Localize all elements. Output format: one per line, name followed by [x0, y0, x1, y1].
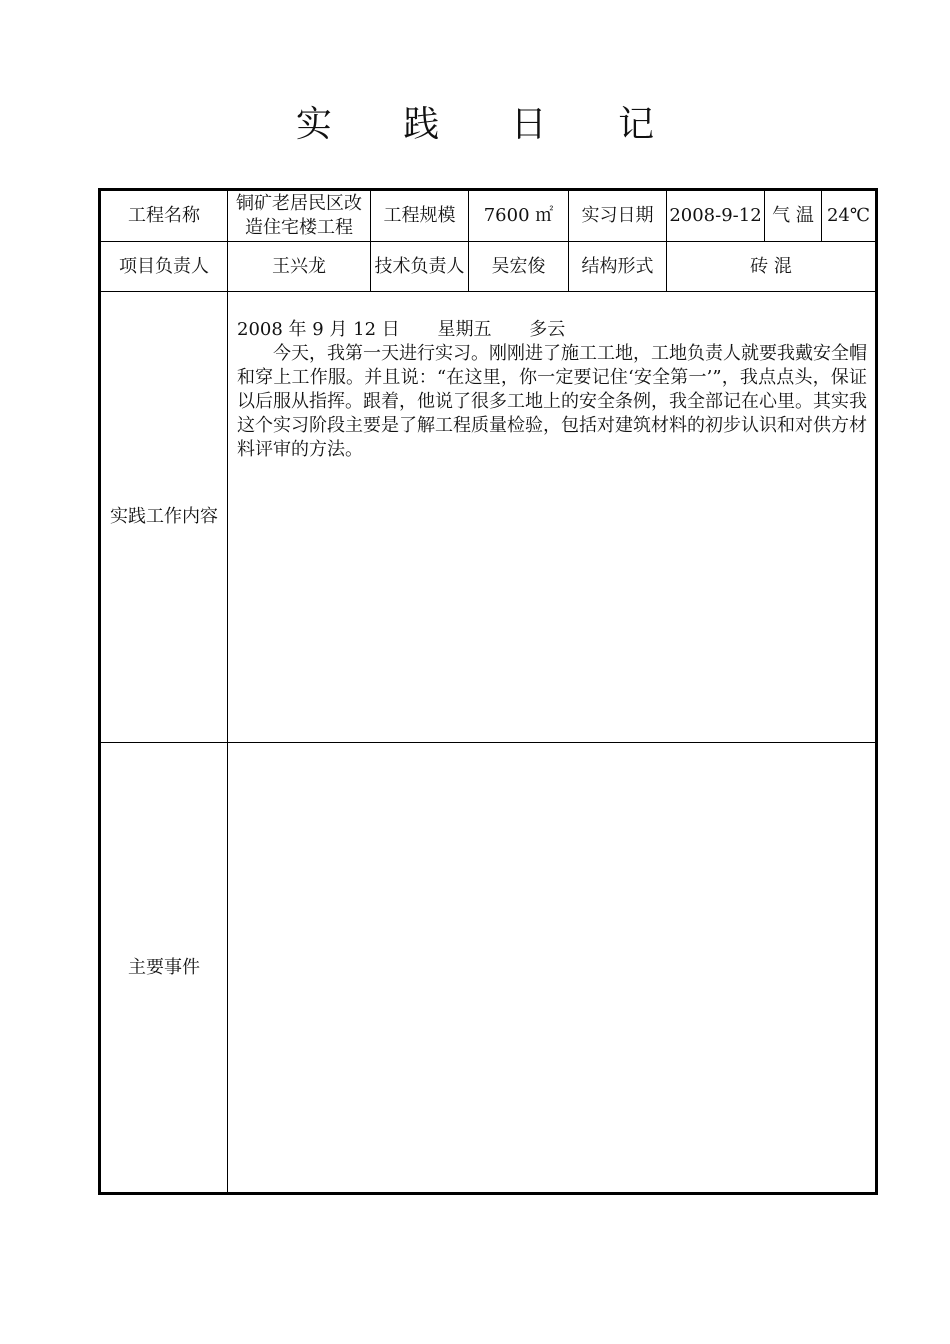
date-label: 实习日期: [569, 190, 667, 242]
page-title: 实 践 日 记: [295, 104, 685, 145]
technical-lead-label: 技术负责人: [371, 242, 469, 292]
diary-body: 今天，我第一天进行实习。刚刚进了施工工地，工地负责人就要我戴安全帽和穿上工作服。并且说：“在这里，你一定要记住‘安全第一’”，我点点头，保证以后服从指挥。跟着，他说了很多工地上的安全条例，我全部记在心里。其实我这个实习阶段主要是了解工程质量检验，包括对建筑材料的初步认识和对供方材料评审的方法。: [237, 343, 867, 460]
project-name-label: 工程名称: [100, 190, 228, 242]
structure-type-value: 砖 混: [667, 242, 877, 292]
temperature-label: 气 温: [765, 190, 822, 242]
project-manager-value: 王兴龙: [228, 242, 371, 292]
diary-weather: 多云: [529, 319, 566, 340]
structure-type-label: 结构形式: [569, 242, 667, 292]
main-events-label: 主要事件: [100, 743, 228, 1194]
project-manager-label: 项目负责人: [100, 242, 228, 292]
temperature-value: 24℃: [822, 190, 877, 242]
project-name-value: 铜矿老居民区改造住宅楼工程: [228, 190, 371, 242]
diary-weekday: 星期五: [437, 319, 492, 340]
scale-value: 7600 ㎡: [469, 190, 569, 242]
diary-date: 2008 年 9 月 12 日: [237, 319, 400, 340]
scale-label: 工程规模: [371, 190, 469, 242]
diary-table: [98, 188, 878, 1195]
diary-date-line: [237, 318, 867, 342]
main-events-row: [100, 743, 877, 1194]
work-content-row: [100, 292, 877, 743]
header-row-2: [100, 242, 877, 292]
work-content-cell: [228, 292, 877, 743]
work-content-label: 实践工作内容: [100, 292, 228, 743]
header-row-1: [100, 190, 877, 242]
date-value: 2008-9-12: [667, 190, 765, 242]
technical-lead-value: 吴宏俊: [469, 242, 569, 292]
main-events-cell[interactable]: [228, 743, 877, 1194]
